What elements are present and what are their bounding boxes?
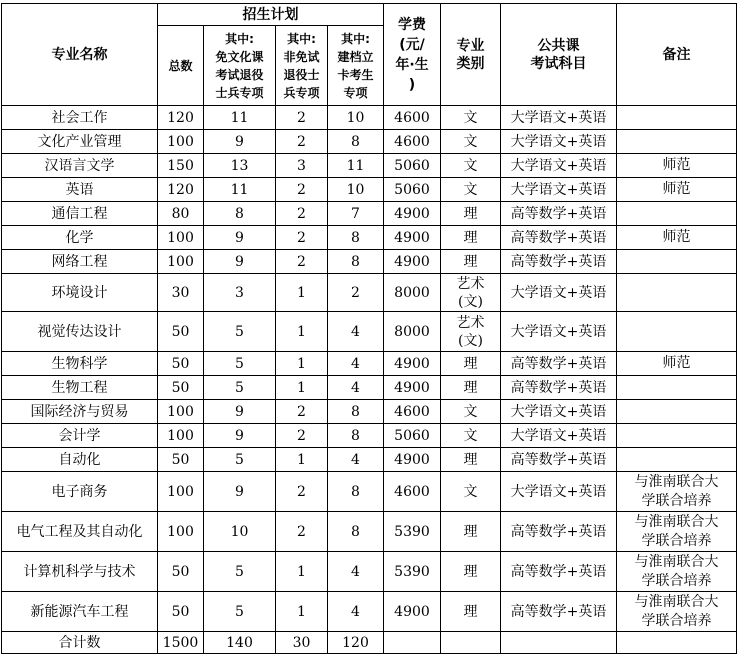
cell-total: 50 [158,352,204,376]
cell-major: 国际经济与贸易 [2,400,158,424]
cell-major: 汉语言文学 [2,154,158,178]
table-row [2,472,737,512]
cell-nonexempt: 3 [276,154,328,178]
table-row [2,352,737,376]
cell-total: 80 [158,202,204,226]
table-row [2,312,737,352]
cell-filed: 8 [328,424,384,448]
cell-category: 理 [441,448,501,472]
cell-subjects: 大学语文+英语 [501,178,617,202]
cell-total: 150 [158,154,204,178]
cell-exempt: 8 [204,202,276,226]
cell-exempt: 9 [204,250,276,274]
header-major-name: 专业名称 [2,4,158,106]
cell-nonexempt: 1 [276,274,328,312]
cell-category: 文 [441,130,501,154]
totals-empty-note [617,632,737,654]
table-row [2,448,737,472]
cell-exempt: 9 [204,130,276,154]
cell-exempt: 5 [204,376,276,400]
cell-fee: 4900 [384,226,441,250]
cell-fee: 4600 [384,130,441,154]
totals-nonexempt: 30 [276,632,328,654]
cell-major: 视觉传达设计 [2,312,158,352]
cell-fee: 4900 [384,448,441,472]
cell-category: 文 [441,472,501,512]
cell-filed: 7 [328,202,384,226]
table-row [2,424,737,448]
cell-fee: 4600 [384,400,441,424]
cell-exempt: 11 [204,106,276,130]
cell-subjects: 大学语文+英语 [501,400,617,424]
cell-fee: 4900 [384,376,441,400]
cell-total: 120 [158,106,204,130]
cell-category: 文 [441,154,501,178]
table-row [2,400,737,424]
table-row [2,250,737,274]
totals-exempt: 140 [204,632,276,654]
table-row [2,512,737,552]
header-total: 总数 [158,26,204,106]
totals-total: 1500 [158,632,204,654]
cell-filed: 4 [328,352,384,376]
cell-subjects: 大学语文+英语 [501,424,617,448]
header-filed-card: 其中: 建档立 卡考生 专项 [328,26,384,106]
cell-subjects: 大学语文+英语 [501,106,617,130]
cell-category: 文 [441,424,501,448]
cell-note: 与淮南联合大 学联合培养 [617,552,737,592]
cell-note [617,250,737,274]
cell-nonexempt: 2 [276,202,328,226]
cell-total: 50 [158,552,204,592]
cell-exempt: 9 [204,400,276,424]
cell-nonexempt: 1 [276,376,328,400]
cell-total: 100 [158,512,204,552]
cell-exempt: 9 [204,424,276,448]
cell-category: 理 [441,202,501,226]
cell-total: 100 [158,250,204,274]
cell-filed: 4 [328,312,384,352]
cell-note [617,448,737,472]
cell-nonexempt: 1 [276,352,328,376]
cell-note [617,274,737,312]
cell-nonexempt: 2 [276,178,328,202]
cell-nonexempt: 2 [276,250,328,274]
cell-total: 100 [158,226,204,250]
cell-filed: 8 [328,512,384,552]
table-row [2,178,737,202]
cell-total: 50 [158,448,204,472]
cell-major: 文化产业管理 [2,130,158,154]
cell-fee: 5390 [384,552,441,592]
cell-note: 师范 [617,154,737,178]
cell-exempt: 5 [204,552,276,592]
cell-filed: 4 [328,552,384,592]
cell-total: 30 [158,274,204,312]
cell-major: 电子商务 [2,472,158,512]
cell-fee: 4600 [384,472,441,512]
cell-subjects: 高等数学+英语 [501,250,617,274]
cell-exempt: 13 [204,154,276,178]
cell-fee: 8000 [384,312,441,352]
cell-major: 社会工作 [2,106,158,130]
totals-empty-subjects [501,632,617,654]
table-row [2,376,737,400]
cell-subjects: 大学语文+英语 [501,130,617,154]
cell-subjects: 高等数学+英语 [501,226,617,250]
cell-major: 生物科学 [2,352,158,376]
cell-fee: 4900 [384,592,441,632]
cell-major: 网络工程 [2,250,158,274]
totals-label: 合计数 [2,632,158,654]
cell-subjects: 高等数学+英语 [501,592,617,632]
cell-category: 文 [441,400,501,424]
table-row [2,552,737,592]
cell-category: 文 [441,106,501,130]
cell-total: 50 [158,376,204,400]
table-row [2,106,737,130]
table-row [2,154,737,178]
cell-category: 理 [441,552,501,592]
cell-exempt: 10 [204,512,276,552]
cell-filed: 10 [328,106,384,130]
table-row [2,274,737,312]
cell-filed: 4 [328,376,384,400]
cell-note [617,424,737,448]
cell-filed: 8 [328,130,384,154]
cell-major: 英语 [2,178,158,202]
cell-major: 化学 [2,226,158,250]
cell-filed: 4 [328,592,384,632]
cell-exempt: 5 [204,312,276,352]
cell-category: 理 [441,250,501,274]
cell-exempt: 11 [204,178,276,202]
cell-exempt: 5 [204,448,276,472]
cell-major: 电气工程及其自动化 [2,512,158,552]
header-non-exempt: 其中: 非免试 退役士 兵专项 [276,26,328,106]
cell-fee: 4900 [384,352,441,376]
cell-category: 艺术 (文) [441,274,501,312]
cell-major: 计算机科学与技术 [2,552,158,592]
header-exempt-cultural: 其中: 免文化课 考试退役 士兵专项 [204,26,276,106]
cell-category: 理 [441,376,501,400]
cell-fee: 4600 [384,106,441,130]
cell-total: 100 [158,424,204,448]
totals-filed: 120 [328,632,384,654]
cell-exempt: 5 [204,592,276,632]
cell-filed: 8 [328,472,384,512]
cell-category: 理 [441,592,501,632]
cell-nonexempt: 2 [276,226,328,250]
cell-major: 自动化 [2,448,158,472]
cell-note [617,312,737,352]
cell-filed: 8 [328,400,384,424]
cell-fee: 5060 [384,424,441,448]
header-remarks: 备注 [617,4,737,106]
cell-filed: 4 [328,448,384,472]
cell-note [617,130,737,154]
cell-major: 生物工程 [2,376,158,400]
cell-total: 100 [158,130,204,154]
cell-category: 理 [441,226,501,250]
cell-total: 50 [158,312,204,352]
table-body [2,106,737,632]
cell-nonexempt: 1 [276,592,328,632]
cell-total: 100 [158,472,204,512]
cell-subjects: 高等数学+英语 [501,376,617,400]
totals-row [2,632,737,654]
totals-empty-category [441,632,501,654]
cell-nonexempt: 1 [276,312,328,352]
cell-note: 与淮南联合大 学联合培养 [617,472,737,512]
cell-note: 师范 [617,226,737,250]
cell-total: 100 [158,400,204,424]
cell-fee: 8000 [384,274,441,312]
cell-filed: 11 [328,154,384,178]
cell-exempt: 3 [204,274,276,312]
cell-subjects: 高等数学+英语 [501,552,617,592]
cell-nonexempt: 1 [276,448,328,472]
cell-subjects: 高等数学+英语 [501,448,617,472]
cell-major: 会计学 [2,424,158,448]
cell-note [617,400,737,424]
cell-subjects: 大学语文+英语 [501,154,617,178]
cell-total: 120 [158,178,204,202]
cell-category: 艺术 (文) [441,312,501,352]
cell-major: 通信工程 [2,202,158,226]
cell-fee: 4900 [384,202,441,226]
cell-subjects: 高等数学+英语 [501,352,617,376]
cell-major: 新能源汽车工程 [2,592,158,632]
cell-subjects: 高等数学+英语 [501,512,617,552]
header-fee: 学费 (元/ 年·生 ) [384,4,441,106]
cell-note: 与淮南联合大 学联合培养 [617,512,737,552]
cell-major: 环境设计 [2,274,158,312]
cell-exempt: 9 [204,226,276,250]
cell-fee: 5060 [384,154,441,178]
cell-note [617,376,737,400]
cell-subjects: 大学语文+英语 [501,472,617,512]
cell-exempt: 5 [204,352,276,376]
table-row [2,202,737,226]
cell-nonexempt: 2 [276,400,328,424]
header-category: 专业 类别 [441,4,501,106]
cell-exempt: 9 [204,472,276,512]
cell-note: 师范 [617,178,737,202]
cell-fee: 5390 [384,512,441,552]
cell-subjects: 高等数学+英语 [501,202,617,226]
cell-filed: 2 [328,274,384,312]
header-plan-group: 招生计划 [158,4,384,26]
cell-nonexempt: 2 [276,106,328,130]
cell-filed: 8 [328,250,384,274]
cell-nonexempt: 2 [276,130,328,154]
cell-filed: 10 [328,178,384,202]
cell-total: 50 [158,592,204,632]
cell-nonexempt: 1 [276,552,328,592]
header-public-course: 公共课 考试科目 [501,4,617,106]
enrollment-plan-table [1,3,737,654]
cell-note [617,106,737,130]
table-row [2,130,737,154]
cell-fee: 5060 [384,178,441,202]
totals-empty-fee [384,632,441,654]
table-row [2,592,737,632]
cell-nonexempt: 2 [276,424,328,448]
table-row [2,226,737,250]
cell-subjects: 大学语文+英语 [501,274,617,312]
cell-note: 与淮南联合大 学联合培养 [617,592,737,632]
cell-nonexempt: 2 [276,512,328,552]
cell-note [617,202,737,226]
cell-nonexempt: 2 [276,472,328,512]
cell-category: 理 [441,512,501,552]
cell-subjects: 大学语文+英语 [501,312,617,352]
cell-category: 理 [441,352,501,376]
cell-note: 师范 [617,352,737,376]
cell-category: 文 [441,178,501,202]
cell-filed: 8 [328,226,384,250]
cell-fee: 4900 [384,250,441,274]
